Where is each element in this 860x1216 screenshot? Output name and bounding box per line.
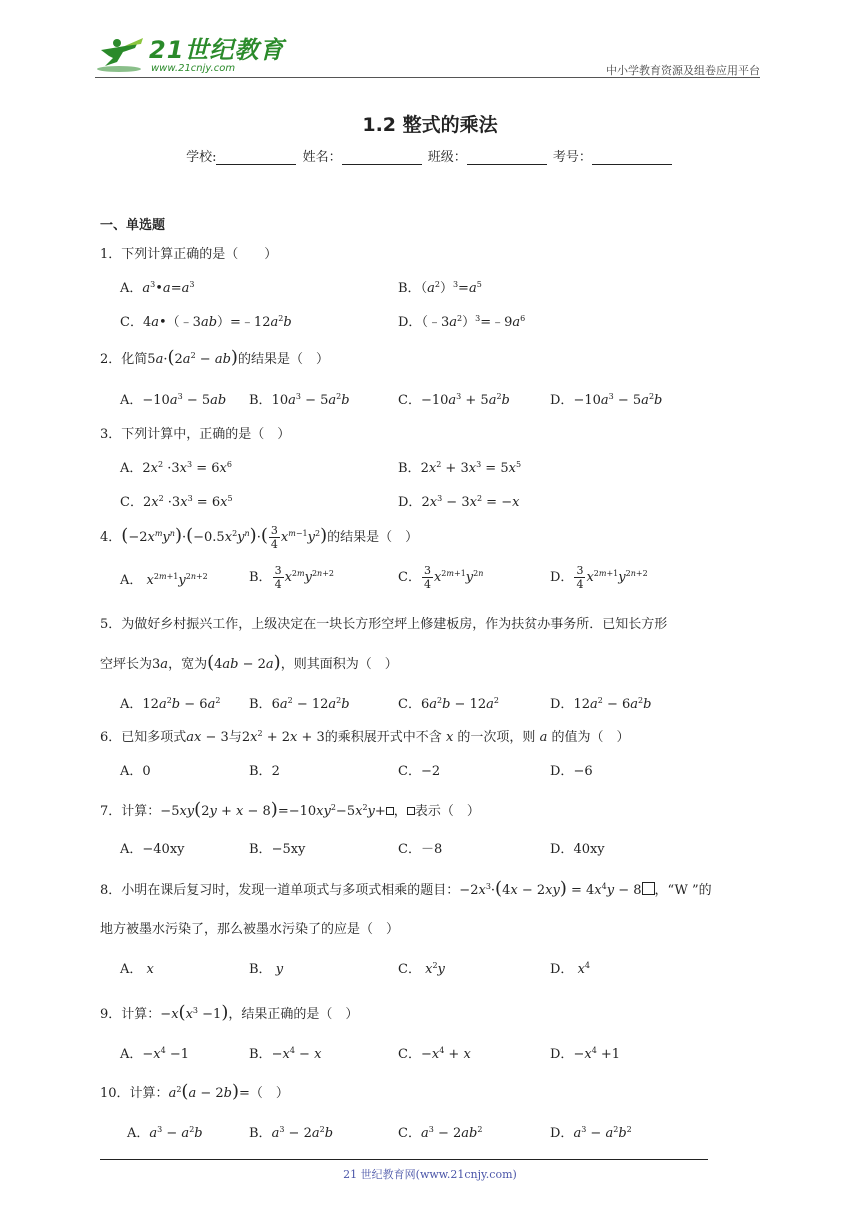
q2-option-b[interactable]: B．$10a^3 - 5a^2b$ <box>249 392 350 408</box>
footer-divider <box>100 1159 708 1160</box>
question-7: 7．计算：$-5xy(2y + x - 8)=-10xy^2-5x^2y+$ ， 表示（ ） <box>100 799 480 820</box>
platform-text: 中小学教育资源及组卷应用平台 <box>606 64 760 77</box>
q8-option-b[interactable]: B． y <box>249 962 284 977</box>
q7-option-b[interactable]: B．−5xy <box>249 842 306 857</box>
q10-option-c[interactable]: C．$a^3 - 2ab^2$ <box>398 1125 483 1141</box>
question-8-line1: 8．小明在课后复习时，发现一道单项式与多项式相乘的题目：$-2x^3\cdot(4x - 2xy) = 4x^4y - 8$ ，“W ”的 <box>100 878 712 899</box>
question-10: 10．计算：$a^2(a - 2b)=$（ ） <box>100 1081 289 1102</box>
runner-logo-icon <box>95 36 147 74</box>
q4-option-d[interactable]: D． $\frac{3}{4}$ $x^{2m+1}y^{2n+2}$ <box>550 564 648 591</box>
question-3: 3．下列计算中，正确的是（ ） <box>100 427 291 442</box>
q4-option-b[interactable]: B． $\frac{3}{4}$ $x^{2m}y^{2n+2}$ <box>249 564 334 591</box>
q6-option-a[interactable]: A．0 <box>120 764 151 779</box>
q1-option-b[interactable]: B．$(a^2)^3=a^5$ <box>398 280 482 296</box>
q1-option-d[interactable]: D．$(﹣3a^2)^3=﹣9a^6$ <box>398 314 526 330</box>
q9-option-b[interactable]: B．$-x^4 - x$ <box>249 1046 322 1062</box>
brand-url: www.21cnjy.com <box>151 62 236 74</box>
question-9: 9．计算：$-x(x^3 -1)$，结果正确的是（ ） <box>100 1002 359 1023</box>
brand-logo <box>95 36 284 74</box>
q3-option-c[interactable]: C．$2x^2 \cdot 3x^3 = 6x^5$ <box>120 494 233 510</box>
q5-option-d[interactable]: D．$12a^2 - 6a^2b$ <box>550 696 652 712</box>
page-title: 1.2 整式的乘法 <box>362 114 498 136</box>
q1-option-c[interactable]: C．$4a•(﹣3ab)=﹣12a^2b$ <box>120 314 292 330</box>
q7-option-c[interactable]: C．－8 <box>398 842 443 857</box>
name-blank[interactable] <box>342 150 422 165</box>
q2-option-d[interactable]: D．$-10a^3 - 5a^2b$ <box>550 392 663 408</box>
q8-option-a[interactable]: A． x <box>120 962 154 977</box>
question-8-line2: 地方被墨水污染了，那么被墨水污染了的应是（ ） <box>100 922 400 937</box>
school-label: 学校: <box>186 150 217 165</box>
q2-option-c[interactable]: C．$-10a^3 + 5a^2b$ <box>398 392 510 408</box>
q3-option-d[interactable]: D．$2x^3 - 3x^2 = -x$ <box>398 494 520 510</box>
q10-option-b[interactable]: B．$a^3 - 2a^2b$ <box>249 1125 334 1141</box>
q8-option-c[interactable]: C． $x^2y$ <box>398 961 445 977</box>
q1-option-a[interactable]: A．$a^3•a=a^3$ <box>120 280 195 296</box>
q6-option-b[interactable]: B．2 <box>249 764 280 779</box>
brand-name: 21世纪教育 <box>149 35 285 64</box>
q3-option-a[interactable]: A．$2x^2 \cdot 3x^3 = 6x^6$ <box>120 460 232 476</box>
school-blank[interactable] <box>216 150 296 165</box>
question-4: 4．$(-2x^my^n)\cdot(-0.5x^2y^n)\cdot$( $\frac{3}{4}$ $x^{m-1}y^2$)的结果是（ ） <box>100 524 419 551</box>
q10-option-a[interactable]: A．$a^3 - a^2b$ <box>127 1125 203 1141</box>
q6-option-c[interactable]: C．−2 <box>398 764 441 779</box>
q7-option-d[interactable]: D．40xy <box>550 842 605 857</box>
q6-option-d[interactable]: D．−6 <box>550 764 593 779</box>
class-label: 班级： <box>427 150 467 165</box>
q8-option-d[interactable]: D． $x^4$ <box>550 961 591 977</box>
q7-option-a[interactable]: A．−40xy <box>120 842 185 857</box>
question-1: 1．下列计算正确的是（ ） <box>100 247 278 262</box>
q5-option-a[interactable]: A．$12a^2b - 6a^2$ <box>120 696 221 712</box>
q10-option-d[interactable]: D．$a^3 - a^2b^2$ <box>550 1125 632 1141</box>
q3-option-b[interactable]: B．$2x^2 + 3x^3 = 5x^5$ <box>398 460 522 476</box>
question-5-line2: 空坪长为3a，宽为(4ab − 2a)，则其面积为（ ） <box>100 652 398 673</box>
class-blank[interactable] <box>467 150 547 165</box>
header-divider <box>95 77 760 78</box>
number-label: 考号： <box>552 150 592 165</box>
question-2: 2．化简$5a\cdot(2a^2 - ab)$的结果是（ ） <box>100 347 329 368</box>
q5-option-b[interactable]: B．$6a^2 - 12a^2b$ <box>249 696 350 712</box>
q4-option-a[interactable]: A． $x^{2m+1}y^{2n+2}$ <box>120 572 208 588</box>
q9-option-c[interactable]: C．$-x^4 + x$ <box>398 1046 471 1062</box>
q5-option-c[interactable]: C．$6a^2b - 12a^2$ <box>398 696 499 712</box>
name-label: 姓名： <box>302 150 342 165</box>
number-blank[interactable] <box>592 150 672 165</box>
question-6: 6．已知多项式ax − 3与$2x^2 + 2x + 3$的乘积展开式中不含 x 的一次项，则 a 的值为（ ） <box>100 729 630 745</box>
student-info <box>0 146 860 165</box>
section-heading: 一、单选题 <box>100 218 166 233</box>
q9-option-d[interactable]: D．$-x^4 +1$ <box>550 1046 621 1062</box>
q4-option-c[interactable]: C． $\frac{3}{4}$ $x^{2m+1}y^{2n}$ <box>398 564 484 591</box>
question-5-line1: 5．为做好乡村振兴工作，上级决定在一块长方形空坪上修建板房，作为扶贫办事务所．已知长方形 <box>100 617 668 632</box>
q2-option-a[interactable]: A．$-10a^3 - 5ab$ <box>120 392 227 408</box>
page-header <box>95 36 760 78</box>
q9-option-a[interactable]: A．$-x^4 -1$ <box>120 1046 190 1062</box>
footer-link[interactable]: 21 世纪教育网(www.21cnjy.com) <box>343 1168 517 1181</box>
